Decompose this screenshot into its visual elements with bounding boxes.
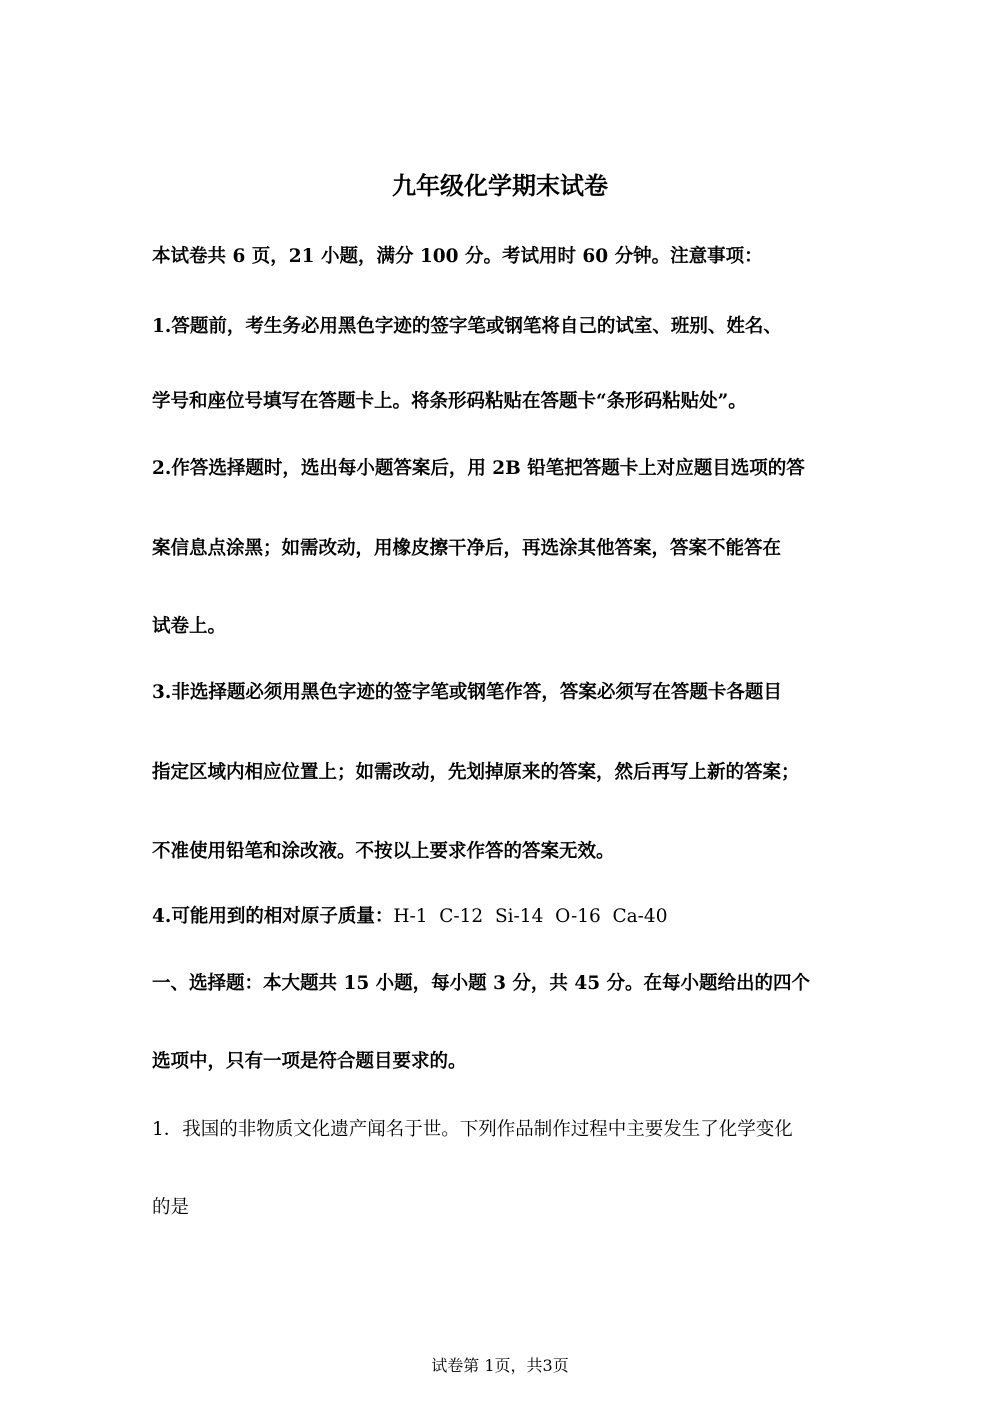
note-2-line-2: 案信息点涂黑；如需改动，用橡皮擦干净后，再选涂其他答案，答案不能答在: [152, 538, 782, 559]
section-heading-line-1: 一、选择题：本大题共 15 小题，每小题 3 分，共 45 分。在每小题给出的四个: [152, 973, 811, 994]
question-1-line-2: 的是: [152, 1197, 190, 1218]
note-3-line-1: 3.非选择题必须用黑色字迹的签字笔或钢笔作答，答案必须写在答题卡各题目: [152, 682, 782, 703]
atomic-mass-values: H-1 C-12 Si-14 O-16 Ca-40: [393, 906, 668, 927]
page-footer: 试卷第 1页，共3页: [431, 1356, 569, 1375]
atomic-mass-label: 4.可能用到的相对原子质量：: [152, 906, 394, 927]
note-4: [152, 903, 862, 931]
question-1-line-1: 1．我国的非物质文化遗产闻名于世。下列作品制作过程中主要发生了化学变化: [152, 1119, 793, 1140]
section-heading-line-2: 选项中，只有一项是符合题目要求的。: [152, 1051, 467, 1072]
note-2-line-3: 试卷上。: [152, 616, 227, 637]
note-1-line-2: 学号和座位号填写在答题卡上。将条形码粘贴在答题卡“条形码粘贴处”。: [152, 391, 747, 412]
note-2-line-1: 2.作答选择题时，选出每小题答案后，用 2B 铅笔把答题卡上对应题目选项的答: [152, 458, 805, 479]
note-3-line-3: 不准使用铅笔和涂改液。不按以上要求作答的答案无效。: [152, 841, 615, 862]
note-3-line-2: 指定区域内相应位置上；如需改动，先划掉原来的答案，然后再写上新的答案；: [152, 762, 800, 783]
exam-intro: 本试卷共 6 页，21 小题，满分 100 分。考试用时 60 分钟。注意事项：: [152, 246, 763, 267]
page-title: 九年级化学期末试卷: [392, 171, 608, 200]
note-1-line-1: 1.答题前，考生务必用黑色字迹的签字笔或钢笔将自己的试室、班别、姓名、: [152, 316, 782, 337]
